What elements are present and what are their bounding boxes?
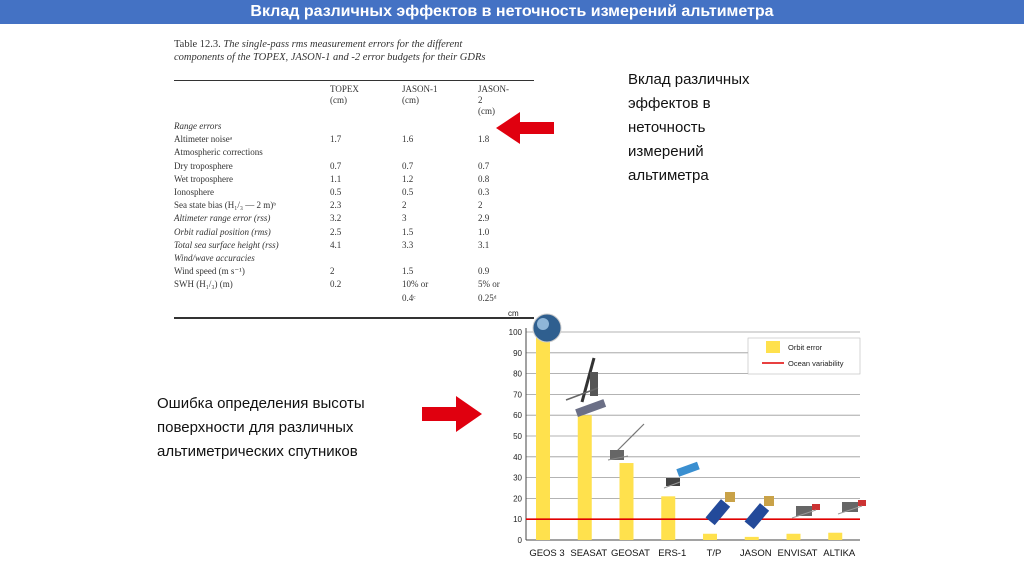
x-tick-label: ALTIKA [823, 548, 856, 559]
cell-value: 1.2 [402, 173, 414, 184]
cell-value: 1.5 [402, 226, 414, 237]
y-tick-label: 70 [513, 390, 522, 400]
row-label: Altimeter noiseᵃ [174, 134, 233, 145]
cell-value: 3.3 [402, 239, 414, 250]
left-caption [157, 392, 365, 464]
satellite-icon [838, 500, 866, 514]
column-name: JASON-1 [402, 84, 438, 94]
cell-value: 0.7 [330, 160, 342, 171]
table-column-header [330, 84, 359, 106]
table-row [174, 292, 534, 304]
row-label: Wet troposphere [174, 173, 234, 184]
cell-value: 1.5 [402, 266, 414, 277]
right-caption-line: измерений [628, 143, 704, 160]
table-top-rule [174, 80, 534, 81]
bar [787, 534, 801, 540]
table-caption-number: Table 12.3. [174, 39, 221, 50]
table-row [174, 120, 534, 132]
cell-value: 2 [402, 200, 407, 211]
cell-value: 2.3 [330, 200, 342, 211]
cell-value: 10% or [402, 279, 429, 290]
table-caption [174, 38, 502, 64]
row-label: Total sea surface height (rss) [174, 239, 279, 250]
satellite-icon [533, 314, 561, 342]
column-unit: (cm) [402, 95, 419, 105]
error-budget-table [174, 38, 510, 320]
satellite-icon [706, 492, 735, 525]
y-tick-label: 100 [508, 328, 522, 337]
y-unit-label: cm [508, 309, 519, 318]
x-tick-label: T/P [706, 548, 722, 559]
cell-value: 1.8 [478, 134, 490, 145]
cell-value: 3.1 [478, 239, 490, 250]
y-tick-label: 40 [513, 452, 522, 462]
cell-value: 3.2 [330, 213, 342, 224]
bar [745, 537, 759, 540]
cell-value: 3 [402, 213, 407, 224]
table-row [174, 173, 534, 185]
cell-value: 1.6 [402, 134, 414, 145]
row-label: Dry troposphere [174, 160, 233, 171]
orbit-error-chart [500, 300, 868, 568]
y-tick-label: 20 [513, 494, 522, 504]
row-label: Sea state bias (H₁/₃ — 2 m)ᵇ [174, 200, 277, 211]
slide-title: Вклад различных эффектов в неточность измерений альтиметра [0, 0, 1024, 24]
right-caption-line: альтиметра [628, 167, 709, 184]
table-caption-line2: components of the TOPEX, JASON-1 and -2 error budgets for their GDRs [174, 52, 486, 63]
x-tick-label: GEOSAT [611, 548, 650, 559]
table-row [174, 239, 534, 251]
right-caption-line: эффектов в [628, 95, 711, 112]
row-label: Altimeter range error (rss) [174, 213, 271, 224]
cell-value: 0.3 [478, 187, 490, 197]
table-row [174, 278, 534, 290]
legend-swatch-orbit [766, 341, 780, 353]
cell-value: 1.0 [478, 226, 490, 237]
x-tick-label: SEASAT [570, 548, 608, 559]
cell-value: 0.5 [330, 187, 342, 197]
cell-value: 1.7 [330, 134, 342, 145]
table-row [174, 212, 534, 224]
row-label: Range errors [174, 121, 222, 131]
cell-value: 0.7 [478, 160, 490, 171]
cell-value: 2 [330, 266, 335, 277]
bar [620, 463, 634, 540]
y-tick-label: 30 [513, 473, 522, 483]
cell-value: 2 [478, 200, 483, 211]
row-label: Ionosphere [174, 187, 214, 197]
cell-value: 2.9 [478, 213, 490, 224]
row-label: Wind speed (m s⁻¹) [174, 266, 245, 277]
bar [828, 533, 842, 540]
bar [703, 534, 717, 540]
legend-label-orbit: Orbit error [788, 343, 823, 352]
table-row [174, 252, 534, 264]
left-caption-line: Ошибка определения высоты [157, 395, 365, 412]
satellite-icon [566, 358, 606, 417]
x-tick-label: ERS-1 [658, 548, 687, 559]
y-tick-label: 60 [513, 411, 522, 421]
y-tick-label: 90 [513, 348, 522, 358]
satellite-icon [792, 504, 820, 518]
table-row [174, 186, 534, 198]
row-label: Orbit radial position (rms) [174, 226, 271, 237]
left-caption-line: альтиметрических спутников [157, 443, 358, 460]
cell-value: 2.5 [330, 226, 342, 237]
cell-value: 1.1 [330, 173, 342, 184]
row-label: Atmospheric corrections [174, 147, 263, 158]
right-caption-line: неточность [628, 119, 706, 136]
column-unit: (cm) [478, 106, 495, 116]
table-row [174, 133, 534, 145]
cell-value: 0.5 [402, 187, 414, 197]
y-tick-label: 50 [513, 432, 522, 441]
row-label: Wind/wave accuracies [174, 253, 255, 263]
y-tick-label: 10 [513, 515, 522, 525]
bar [578, 415, 592, 540]
cell-value: 4.1 [330, 239, 342, 250]
column-name: JASON-2 [478, 84, 510, 105]
legend-label-ocean: Ocean variability [788, 359, 844, 368]
satellite-icon [664, 462, 700, 488]
column-unit: (cm) [330, 95, 347, 105]
bar [661, 496, 675, 540]
table-row [174, 226, 534, 238]
bar [536, 332, 550, 540]
table-row [174, 146, 534, 158]
table-row [174, 265, 534, 277]
left-caption-line: поверхности для различных [157, 419, 354, 436]
satellite-icon [608, 424, 644, 460]
cell-value: 0.4ᶜ [402, 292, 416, 303]
x-tick-label: ENVISAT [777, 548, 818, 559]
cell-value: 0.7 [402, 160, 414, 171]
x-tick-label: JASON [739, 548, 772, 559]
cell-value: 0.2 [330, 279, 342, 290]
table-row [174, 160, 534, 172]
column-name: TOPEX [330, 84, 359, 94]
x-tick-label: GEOS 3 [529, 548, 565, 559]
satellite-icon [745, 496, 774, 529]
arrow-to-chart-icon [422, 396, 482, 432]
y-tick-label: 80 [513, 369, 522, 379]
table-column-header [402, 84, 438, 106]
cell-value: 0.25ᵈ [478, 292, 497, 303]
right-caption-line: Вклад различных [628, 71, 750, 88]
table-row [174, 199, 534, 211]
cell-value: 5% or [478, 279, 500, 290]
arrow-to-table-icon [496, 112, 554, 144]
row-label: SWH (H₁/₃) (m) [174, 279, 233, 290]
cell-value: 0.9 [478, 266, 490, 277]
table-caption-line1: The single-pass rms measurement errors for the different [223, 39, 463, 50]
right-caption [628, 68, 750, 188]
y-tick-label: 0 [517, 536, 522, 545]
cell-value: 0.8 [478, 173, 490, 184]
table-bottom-rule [174, 317, 534, 319]
